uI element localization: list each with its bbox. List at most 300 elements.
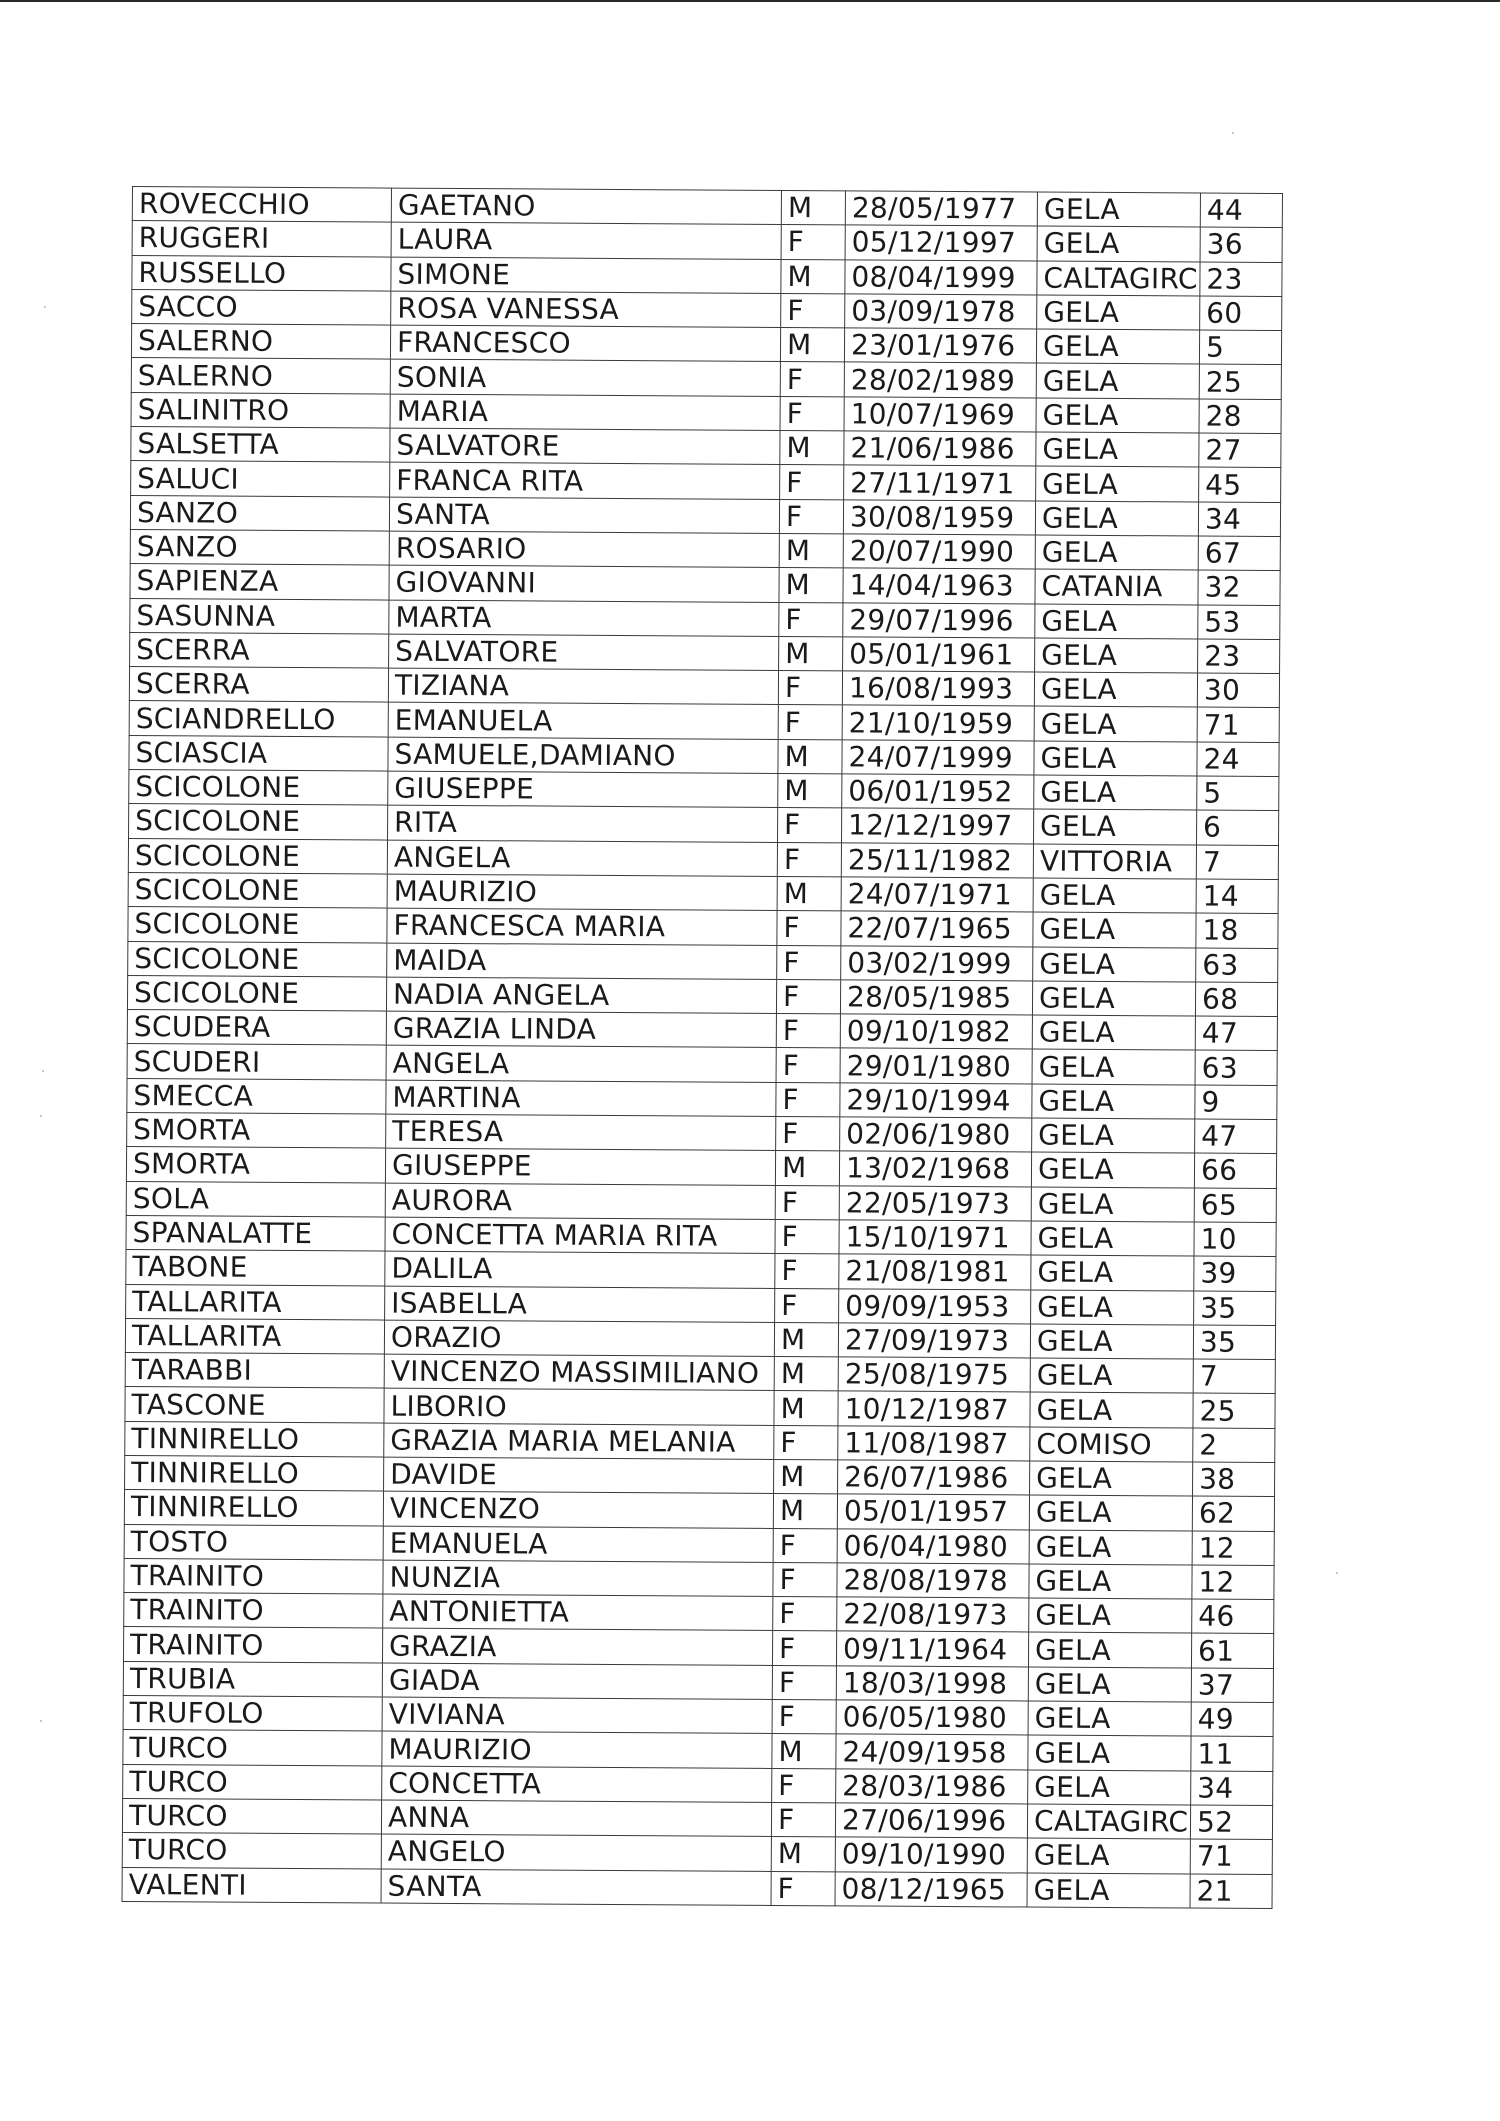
first-name-cell: ANGELO: [381, 1834, 771, 1871]
sex-cell: F: [779, 499, 843, 534]
birth-date-cell: 20/07/1990: [843, 534, 1035, 569]
birth-place-cell: GELA: [1030, 1461, 1193, 1496]
surname-cell: SMECCA: [127, 1078, 386, 1114]
number-cell: 35: [1194, 1291, 1276, 1326]
surname-cell: SALUCI: [131, 461, 390, 497]
sex-cell: M: [780, 431, 844, 466]
sex-cell: F: [776, 1082, 840, 1117]
surname-cell: SASUNNA: [130, 598, 389, 634]
birth-place-cell: GELA: [1032, 1084, 1195, 1119]
sex-cell: M: [772, 1734, 836, 1769]
birth-place-cell: GELA: [1037, 192, 1200, 227]
scan-top-edge: [0, 0, 1500, 2]
surname-cell: VALENTI: [122, 1867, 381, 1903]
birth-date-cell: 02/06/1980: [840, 1117, 1032, 1152]
first-name-cell: EMANUELA: [388, 703, 778, 740]
birth-date-cell: 27/09/1973: [838, 1323, 1030, 1358]
birth-date-cell: 06/04/1980: [837, 1528, 1029, 1563]
surname-cell: TURCO: [123, 1764, 382, 1800]
number-cell: 30: [1197, 673, 1279, 708]
birth-place-cell: GELA: [1036, 432, 1199, 467]
birth-place-cell: GELA: [1032, 1049, 1195, 1084]
first-name-cell: ANNA: [381, 1800, 771, 1837]
first-name-cell: SALVATORE: [390, 428, 780, 465]
first-name-cell: CONCETTA MARIA RITA: [385, 1217, 775, 1254]
birth-date-cell: 24/07/1999: [842, 740, 1034, 775]
number-cell: 9: [1195, 1085, 1277, 1120]
sex-cell: F: [780, 362, 844, 397]
surname-cell: TINNIRELLO: [124, 1490, 383, 1526]
number-cell: 25: [1199, 365, 1281, 400]
first-name-cell: GIUSEPPE: [388, 771, 778, 808]
number-cell: 18: [1196, 913, 1278, 948]
number-cell: 66: [1194, 1153, 1276, 1188]
birth-place-cell: GELA: [1034, 672, 1197, 707]
birth-place-cell: GELA: [1030, 1358, 1193, 1393]
surname-cell: SCERRA: [129, 667, 388, 703]
first-name-cell: MAIDA: [387, 943, 777, 980]
scan-speck: [1336, 1572, 1338, 1574]
birth-date-cell: 28/05/1985: [840, 980, 1032, 1015]
sex-cell: M: [774, 1391, 838, 1426]
birth-place-cell: GELA: [1032, 981, 1195, 1016]
first-name-cell: ANTONIETTA: [383, 1594, 773, 1631]
first-name-cell: GRAZIA: [382, 1629, 772, 1666]
birth-date-cell: 10/12/1987: [838, 1391, 1030, 1426]
surname-cell: TRUBIA: [123, 1661, 382, 1697]
sex-cell: F: [777, 842, 841, 877]
sex-cell: M: [771, 1837, 835, 1872]
birth-date-cell: 09/10/1990: [835, 1837, 1027, 1872]
birth-date-cell: 24/09/1958: [836, 1734, 1028, 1769]
birth-date-cell: 27/06/1996: [835, 1803, 1027, 1838]
first-name-cell: GIADA: [382, 1663, 772, 1700]
number-cell: 27: [1199, 433, 1281, 468]
surname-cell: TOSTO: [124, 1524, 383, 1560]
table-row: [122, 1867, 1272, 1908]
number-cell: 7: [1193, 1359, 1275, 1394]
number-cell: 61: [1191, 1633, 1273, 1668]
surname-cell: TINNIRELLO: [125, 1455, 384, 1491]
first-name-cell: NADIA ANGELA: [386, 977, 776, 1014]
sex-cell: F: [775, 1254, 839, 1289]
sex-cell: M: [778, 739, 842, 774]
sex-cell: F: [780, 465, 844, 500]
first-name-cell: MAURIZIO: [387, 874, 777, 911]
birth-date-cell: 21/06/1986: [844, 431, 1036, 466]
sex-cell: M: [780, 328, 844, 363]
first-name-cell: DALILA: [385, 1251, 775, 1288]
first-name-cell: GIOVANNI: [389, 565, 779, 602]
birth-place-cell: GELA: [1029, 1495, 1192, 1530]
number-cell: 2: [1193, 1428, 1275, 1463]
first-name-cell: GIUSEPPE: [385, 1148, 775, 1185]
surname-cell: RUGGERI: [132, 221, 391, 257]
surname-cell: TURCO: [122, 1833, 381, 1869]
birth-date-cell: 28/02/1989: [844, 362, 1036, 397]
birth-place-cell: GELA: [1034, 775, 1197, 810]
birth-place-cell: GELA: [1036, 329, 1199, 364]
surname-cell: SCICOLONE: [128, 872, 387, 908]
first-name-cell: TERESA: [386, 1114, 776, 1151]
number-cell: 53: [1198, 605, 1280, 640]
surname-cell: TABONE: [126, 1250, 385, 1286]
sex-cell: M: [778, 774, 842, 809]
number-cell: 47: [1195, 1016, 1277, 1051]
number-cell: 21: [1190, 1874, 1272, 1909]
sex-cell: F: [780, 396, 844, 431]
surname-cell: RUSSELLO: [132, 255, 391, 291]
first-name-cell: SANTA: [381, 1869, 771, 1906]
birth-date-cell: 10/07/1969: [844, 397, 1036, 432]
first-name-cell: SANTA: [389, 497, 779, 534]
birth-place-cell: VITTORIA: [1033, 844, 1196, 879]
first-name-cell: SALVATORE: [389, 634, 779, 671]
registry-table-container: [122, 186, 1282, 1909]
number-cell: 14: [1196, 879, 1278, 914]
surname-cell: TRAINITO: [124, 1558, 383, 1594]
number-cell: 7: [1196, 845, 1278, 880]
sex-cell: F: [776, 1014, 840, 1049]
birth-date-cell: 13/02/1968: [839, 1151, 1031, 1186]
birth-place-cell: GELA: [1030, 1392, 1193, 1427]
surname-cell: SCICOLONE: [129, 804, 388, 840]
surname-cell: SOLA: [126, 1181, 385, 1217]
sex-cell: F: [772, 1665, 836, 1700]
birth-date-cell: 22/07/1965: [841, 911, 1033, 946]
first-name-cell: FRANCESCO: [390, 325, 780, 362]
first-name-cell: GAETANO: [391, 188, 781, 225]
birth-date-cell: 25/11/1982: [841, 842, 1033, 877]
birth-date-cell: 23/01/1976: [844, 328, 1036, 363]
number-cell: 37: [1191, 1668, 1273, 1703]
registry-table: [122, 186, 1283, 1909]
number-cell: 63: [1196, 948, 1278, 983]
first-name-cell: SAMUELE,DAMIANO: [388, 737, 778, 774]
birth-place-cell: GELA: [1034, 706, 1197, 741]
surname-cell: SALERNO: [131, 324, 390, 360]
birth-date-cell: 28/08/1978: [837, 1563, 1029, 1598]
scan-speck: [40, 1115, 42, 1117]
surname-cell: SCUDERI: [127, 1044, 386, 1080]
number-cell: 52: [1190, 1805, 1272, 1840]
first-name-cell: MAURIZIO: [382, 1731, 772, 1768]
number-cell: 34: [1198, 502, 1280, 537]
birth-place-cell: GELA: [1032, 1118, 1195, 1153]
first-name-cell: GRAZIA MARIA MELANIA: [384, 1423, 774, 1460]
sex-cell: F: [775, 1185, 839, 1220]
birth-place-cell: GELA: [1036, 364, 1199, 399]
birth-date-cell: 15/10/1971: [839, 1220, 1031, 1255]
number-cell: 49: [1191, 1702, 1273, 1737]
birth-place-cell: GELA: [1031, 1255, 1194, 1290]
birth-place-cell: COMISO: [1030, 1427, 1193, 1462]
number-cell: 35: [1193, 1325, 1275, 1360]
surname-cell: TINNIRELLO: [125, 1421, 384, 1457]
birth-date-cell: 09/11/1964: [836, 1631, 1028, 1666]
sex-cell: F: [773, 1562, 837, 1597]
first-name-cell: ORAZIO: [384, 1320, 774, 1357]
sex-cell: F: [772, 1631, 836, 1666]
number-cell: 34: [1191, 1771, 1273, 1806]
number-cell: 25: [1193, 1393, 1275, 1428]
surname-cell: SALSETTA: [131, 427, 390, 463]
birth-date-cell: 24/07/1971: [841, 877, 1033, 912]
number-cell: 32: [1198, 570, 1280, 605]
sex-cell: F: [773, 1597, 837, 1632]
sex-cell: F: [777, 911, 841, 946]
birth-date-cell: 06/05/1980: [836, 1700, 1028, 1735]
number-cell: 24: [1197, 742, 1279, 777]
birth-date-cell: 27/11/1971: [844, 465, 1036, 500]
surname-cell: SCICOLONE: [128, 907, 387, 943]
first-name-cell: SIMONE: [391, 257, 781, 294]
surname-cell: SACCO: [132, 289, 391, 325]
birth-place-cell: GELA: [1028, 1701, 1191, 1736]
birth-date-cell: 25/08/1975: [838, 1357, 1030, 1392]
sex-cell: F: [778, 705, 842, 740]
number-cell: 36: [1200, 227, 1282, 262]
birth-place-cell: GELA: [1033, 947, 1196, 982]
number-cell: 47: [1195, 1119, 1277, 1154]
number-cell: 68: [1195, 982, 1277, 1017]
scan-speck: [44, 306, 46, 308]
surname-cell: SCICOLONE: [129, 770, 388, 806]
surname-cell: SAPIENZA: [130, 564, 389, 600]
sex-cell: M: [779, 636, 843, 671]
scan-speck: [42, 1070, 44, 1072]
surname-cell: SPANALATTE: [126, 1215, 385, 1251]
birth-date-cell: 06/01/1952: [842, 774, 1034, 809]
first-name-cell: MARTA: [389, 600, 779, 637]
birth-date-cell: 29/07/1996: [843, 602, 1035, 637]
birth-date-cell: 28/03/1986: [836, 1768, 1028, 1803]
registry-table-body: [122, 187, 1282, 1909]
sex-cell: F: [777, 945, 841, 980]
number-cell: 5: [1199, 330, 1281, 365]
number-cell: 12: [1192, 1531, 1274, 1566]
surname-cell: SMORTA: [126, 1147, 385, 1183]
birth-place-cell: GELA: [1028, 1735, 1191, 1770]
birth-place-cell: GELA: [1029, 1598, 1192, 1633]
number-cell: 5: [1197, 776, 1279, 811]
birth-place-cell: GELA: [1028, 1667, 1191, 1702]
birth-date-cell: 14/04/1963: [843, 568, 1035, 603]
sex-cell: F: [778, 808, 842, 843]
birth-date-cell: 29/01/1980: [840, 1048, 1032, 1083]
birth-place-cell: GELA: [1037, 226, 1200, 261]
birth-date-cell: 21/10/1959: [842, 705, 1034, 740]
sex-cell: F: [771, 1871, 835, 1906]
first-name-cell: GRAZIA LINDA: [386, 1011, 776, 1048]
birth-place-cell: GELA: [1031, 1152, 1194, 1187]
first-name-cell: NUNZIA: [383, 1560, 773, 1597]
sex-cell: F: [774, 1425, 838, 1460]
birth-date-cell: 21/08/1981: [839, 1254, 1031, 1289]
birth-place-cell: GELA: [1028, 1632, 1191, 1667]
birth-date-cell: 03/02/1999: [841, 945, 1033, 980]
number-cell: 10: [1194, 1222, 1276, 1257]
birth-place-cell: GELA: [1035, 535, 1198, 570]
birth-place-cell: GELA: [1029, 1564, 1192, 1599]
number-cell: 67: [1198, 536, 1280, 571]
birth-place-cell: CATANIA: [1035, 569, 1198, 604]
birth-date-cell: 08/04/1999: [845, 259, 1037, 294]
number-cell: 71: [1190, 1839, 1272, 1874]
sex-cell: M: [779, 533, 843, 568]
sex-cell: F: [772, 1768, 836, 1803]
birth-place-cell: GELA: [1037, 295, 1200, 330]
birth-place-cell: CALTAGIRC: [1037, 261, 1200, 296]
surname-cell: SALINITRO: [131, 392, 390, 428]
birth-place-cell: GELA: [1034, 741, 1197, 776]
number-cell: 11: [1191, 1736, 1273, 1771]
birth-date-cell: 22/08/1973: [837, 1597, 1029, 1632]
first-name-cell: ANGELA: [387, 840, 777, 877]
sex-cell: F: [776, 1048, 840, 1083]
number-cell: 39: [1194, 1256, 1276, 1291]
number-cell: 46: [1192, 1599, 1274, 1634]
surname-cell: SCIASCIA: [129, 735, 388, 771]
number-cell: 65: [1194, 1188, 1276, 1223]
birth-place-cell: GELA: [1027, 1838, 1190, 1873]
birth-place-cell: GELA: [1033, 878, 1196, 913]
number-cell: 23: [1200, 262, 1282, 297]
birth-date-cell: 26/07/1986: [838, 1460, 1030, 1495]
birth-date-cell: 18/03/1998: [836, 1666, 1028, 1701]
birth-place-cell: GELA: [1031, 1290, 1194, 1325]
number-cell: 44: [1200, 193, 1282, 228]
surname-cell: SCICOLONE: [127, 975, 386, 1011]
sex-cell: F: [781, 225, 845, 260]
sex-cell: M: [775, 1151, 839, 1186]
surname-cell: TALLARITA: [126, 1284, 385, 1320]
first-name-cell: CONCETTA: [382, 1766, 772, 1803]
sex-cell: M: [774, 1357, 838, 1392]
sex-cell: F: [776, 979, 840, 1014]
birth-place-cell: GELA: [1031, 1187, 1194, 1222]
birth-place-cell: GELA: [1028, 1770, 1191, 1805]
first-name-cell: TIZIANA: [388, 668, 778, 705]
first-name-cell: FRANCESCA MARIA: [387, 908, 777, 945]
number-cell: 12: [1192, 1565, 1274, 1600]
surname-cell: SCIANDRELLO: [129, 701, 388, 737]
first-name-cell: RITA: [388, 805, 778, 842]
surname-cell: SANZO: [130, 495, 389, 531]
surname-cell: TURCO: [123, 1730, 382, 1766]
number-cell: 60: [1200, 296, 1282, 331]
birth-date-cell: 08/12/1965: [835, 1871, 1027, 1906]
birth-date-cell: 28/05/1977: [845, 191, 1037, 226]
first-name-cell: LAURA: [391, 222, 781, 259]
birth-date-cell: 05/01/1961: [843, 637, 1035, 672]
sex-cell: F: [773, 1528, 837, 1563]
sex-cell: F: [775, 1219, 839, 1254]
birth-date-cell: 09/10/1982: [840, 1014, 1032, 1049]
first-name-cell: VINCENZO MASSIMILIANO: [384, 1354, 774, 1391]
scan-speck: [40, 1720, 42, 1722]
number-cell: 45: [1199, 467, 1281, 502]
sex-cell: M: [774, 1459, 838, 1494]
surname-cell: SANZO: [130, 529, 389, 565]
number-cell: 38: [1193, 1462, 1275, 1497]
birth-date-cell: 03/09/1978: [845, 294, 1037, 329]
surname-cell: SCICOLONE: [128, 941, 387, 977]
birth-date-cell: 30/08/1959: [843, 500, 1035, 535]
sex-cell: F: [778, 671, 842, 706]
birth-date-cell: 22/05/1973: [839, 1185, 1031, 1220]
sex-cell: F: [771, 1802, 835, 1837]
scan-speck: [1232, 132, 1234, 134]
surname-cell: TARABBI: [125, 1353, 384, 1389]
first-name-cell: FRANCA RITA: [390, 462, 780, 499]
sex-cell: M: [781, 190, 845, 225]
number-cell: 23: [1198, 639, 1280, 674]
first-name-cell: DAVIDE: [384, 1457, 774, 1494]
first-name-cell: LIBORIO: [384, 1388, 774, 1425]
first-name-cell: MARTINA: [386, 1080, 776, 1117]
first-name-cell: EMANUELA: [383, 1526, 773, 1563]
sex-cell: F: [781, 293, 845, 328]
birth-place-cell: CALTAGIRC: [1027, 1804, 1190, 1839]
surname-cell: SALERNO: [131, 358, 390, 394]
birth-date-cell: 12/12/1997: [842, 808, 1034, 843]
sex-cell: M: [781, 259, 845, 294]
birth-place-cell: GELA: [1036, 398, 1199, 433]
number-cell: 62: [1192, 1496, 1274, 1531]
number-cell: 63: [1195, 1050, 1277, 1085]
first-name-cell: ROSA VANESSA: [391, 291, 781, 328]
first-name-cell: ISABELLA: [385, 1286, 775, 1323]
first-name-cell: ANGELA: [386, 1045, 776, 1082]
first-name-cell: SONIA: [390, 360, 780, 397]
birth-place-cell: GELA: [1035, 638, 1198, 673]
birth-place-cell: GELA: [1027, 1873, 1190, 1908]
birth-date-cell: 16/08/1993: [842, 671, 1034, 706]
sex-cell: F: [779, 602, 843, 637]
birth-place-cell: GELA: [1035, 501, 1198, 536]
surname-cell: TRAINITO: [123, 1627, 382, 1663]
birth-date-cell: 05/12/1997: [845, 225, 1037, 260]
sex-cell: M: [773, 1494, 837, 1529]
sex-cell: F: [776, 1116, 840, 1151]
surname-cell: SCUDERA: [127, 1010, 386, 1046]
birth-place-cell: GELA: [1031, 1221, 1194, 1256]
surname-cell: SMORTA: [127, 1113, 386, 1149]
birth-date-cell: 05/01/1957: [837, 1494, 1029, 1529]
number-cell: 71: [1197, 707, 1279, 742]
surname-cell: TRUFOLO: [123, 1696, 382, 1732]
sex-cell: M: [774, 1322, 838, 1357]
first-name-cell: ROSARIO: [389, 531, 779, 568]
birth-place-cell: GELA: [1032, 1015, 1195, 1050]
first-name-cell: VINCENZO: [383, 1491, 773, 1528]
surname-cell: TRAINITO: [124, 1593, 383, 1629]
birth-place-cell: GELA: [1036, 466, 1199, 501]
sex-cell: F: [775, 1288, 839, 1323]
number-cell: 28: [1199, 399, 1281, 434]
surname-cell: TURCO: [122, 1798, 381, 1834]
birth-place-cell: GELA: [1033, 809, 1196, 844]
birth-date-cell: 29/10/1994: [840, 1083, 1032, 1118]
birth-date-cell: 09/09/1953: [839, 1288, 1031, 1323]
birth-place-cell: GELA: [1030, 1324, 1193, 1359]
first-name-cell: MARIA: [390, 394, 780, 431]
sex-cell: M: [777, 876, 841, 911]
birth-place-cell: GELA: [1029, 1530, 1192, 1565]
surname-cell: SCERRA: [130, 632, 389, 668]
surname-cell: TALLARITA: [125, 1318, 384, 1354]
